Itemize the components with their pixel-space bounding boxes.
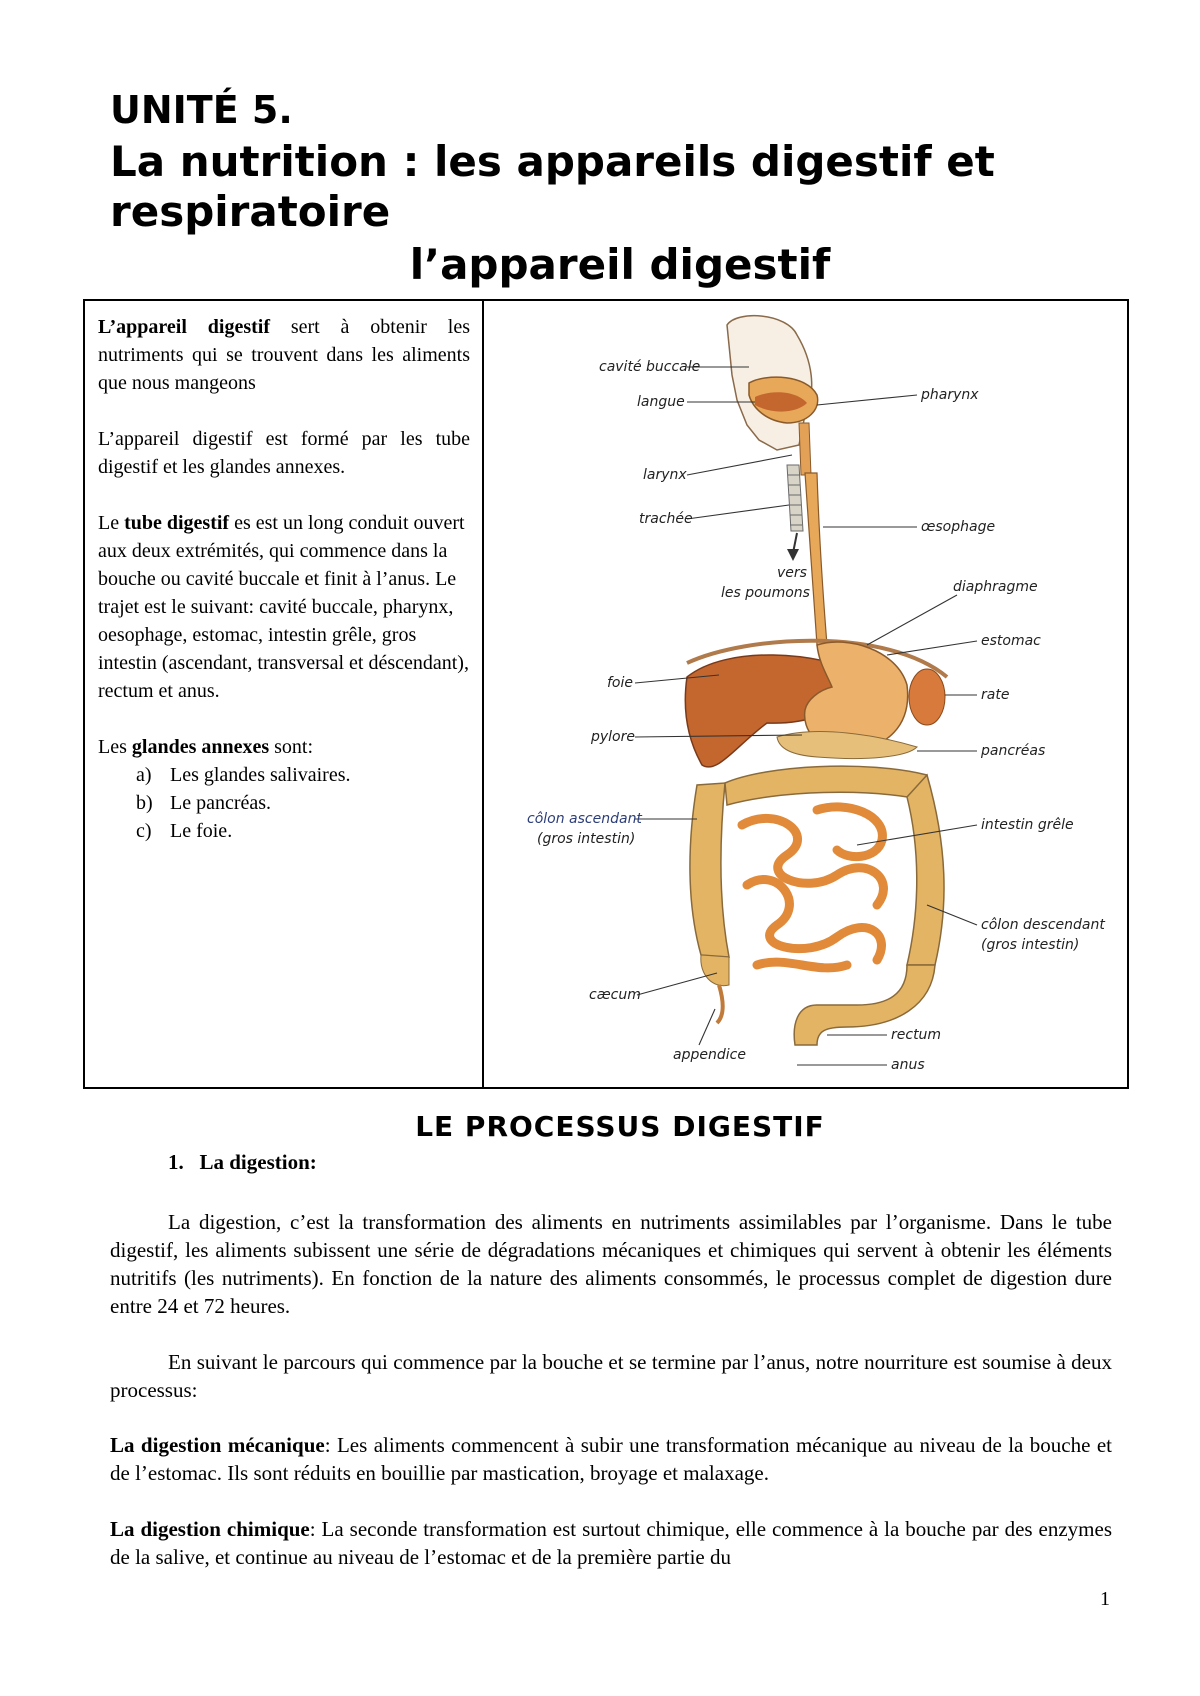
oesophagus: [805, 473, 827, 645]
paragraph-digestion-definition: La digestion, c’est la transformation des aliments en nutriments assimilables par l’organisme. Dans le tube digestif, les aliments subissent une série de dégradations mécaniques et chimiques qui servent à obtenir les éléments nutritifs (les nutriments). En fonction de la nature des aliments consommés, le processus complet de digestion dure entre 24 et 72 heures.: [110, 1210, 1112, 1318]
intro-paragraph-2: L’appareil digestif est formé par les tube digestif et les glandes annexes.: [98, 428, 470, 478]
term-digestion-chimique: La digestion chimique: [110, 1517, 310, 1541]
label-vers: vers: [777, 565, 807, 581]
subsection-heading: [168, 1150, 317, 1175]
label-pancreas: pancréas: [981, 743, 1046, 759]
label-gros-intestin-1: (gros intestin): [537, 831, 636, 847]
list-text: Le pancréas.: [170, 792, 272, 814]
label-foie: foie: [607, 675, 633, 691]
pancreas: [777, 732, 917, 759]
label-poumons: les poumons: [721, 585, 810, 601]
label-rectum: rectum: [891, 1027, 942, 1043]
label-larynx: larynx: [643, 467, 687, 483]
intro-p3-pre: Le: [98, 512, 125, 534]
label-rate: rate: [981, 687, 1010, 703]
intro-p4-text: sont:: [269, 736, 314, 758]
digestive-system-diagram: [487, 305, 1127, 1085]
paragraph-chemical-digestion: [110, 1515, 1112, 1571]
label-estomac: estomac: [981, 633, 1041, 649]
page-title-line1: La nutrition : les appareils digestif et: [110, 137, 995, 186]
intro-p4-pre: Les: [98, 736, 132, 758]
label-appendice: appendice: [673, 1047, 746, 1063]
term-tube-digestif: tube digestif: [124, 512, 230, 534]
label-pylore: pylore: [591, 729, 635, 745]
label-caecum: cæcum: [589, 987, 641, 1003]
list-marker: a): [136, 764, 152, 786]
list-marker: c): [136, 820, 152, 842]
label-oesophage: œsophage: [921, 519, 996, 535]
appendix: [717, 985, 723, 1023]
glands-list: [98, 761, 470, 845]
label-pharynx: pharynx: [921, 387, 979, 403]
table-divider: [482, 301, 484, 1087]
page-number: 1: [1100, 1588, 1110, 1610]
intro-p1-text: sert à obtenir les nutriments qui se trouvent dans les aliments que nous mangeons: [98, 316, 470, 394]
label-gros-intestin-2: (gros intestin): [981, 937, 1080, 953]
label-diaphragme: diaphragme: [953, 579, 1038, 595]
label-cavite-buccale: cavité buccale: [599, 359, 701, 375]
label-anus: anus: [891, 1057, 925, 1073]
intro-paragraph-3: [98, 509, 470, 705]
label-colon-descendant: côlon descendant: [981, 917, 1105, 933]
term-appareil-digestif: L’appareil digestif: [98, 316, 270, 338]
unit-heading: UNITÉ 5.: [110, 88, 293, 132]
list-item: [98, 817, 470, 845]
intro-p3-text: es est un long conduit ouvert aux deux extrémités, qui commence dans la bouche ou cavité buccale et finit à l’anus. Le trajet est le suivant: cavité buccale, pharynx, oesophage, estomac, intestin grêle, gros intestin (ascendant, transversal et déscendant), rectum et anus.: [98, 512, 469, 702]
mechanical-text: : Les aliments commencent à subir une transformation mécanique au niveau de la bouche et de l’estomac. Ils sont réduits en bouillie par mastication, broyage et malaxage.: [110, 1433, 1112, 1485]
section-title: LE PROCESSUS DIGESTIF: [415, 1110, 825, 1143]
page-title-line2: respiratoire: [110, 187, 391, 236]
pharynx: [799, 423, 811, 475]
page-subtitle: l’appareil digestif: [409, 240, 831, 289]
chemical-text: : La seconde transformation est surtout chimique, elle commence à la bouche par des enzymes de la salive, et continue au niveau de l’estomac et de la première partie du: [110, 1517, 1112, 1569]
caecum: [701, 955, 729, 986]
paragraph-mechanical-digestion: [110, 1431, 1112, 1487]
list-text: Le foie.: [170, 820, 233, 842]
list-item: [98, 761, 470, 789]
list-item: [98, 789, 470, 817]
colon: [690, 783, 729, 957]
label-langue: langue: [637, 394, 685, 410]
term-digestion-mecanique: La digestion mécanique: [110, 1433, 325, 1457]
list-text: Les glandes salivaires.: [170, 764, 351, 786]
label-colon-ascendant: côlon ascendant: [527, 811, 642, 827]
list-marker: b): [136, 792, 153, 814]
intro-table: [83, 299, 1129, 1089]
intro-paragraph-4: [98, 733, 470, 761]
small-intestine: [742, 807, 883, 968]
spleen: [909, 669, 945, 725]
heading-text: La digestion:: [199, 1150, 317, 1174]
paragraph-two-processes: En suivant le parcours qui commence par la bouche et se termine par l’anus, notre nourriture est soumise à deux processus:: [110, 1350, 1112, 1402]
label-trachee: trachée: [639, 511, 693, 527]
term-glandes-annexes: glandes annexes: [131, 736, 270, 758]
heading-number: 1.: [168, 1150, 184, 1174]
label-intestin-grele: intestin grêle: [981, 817, 1074, 833]
intro-paragraph-1: [98, 313, 470, 397]
intro-text-column: [98, 313, 470, 845]
